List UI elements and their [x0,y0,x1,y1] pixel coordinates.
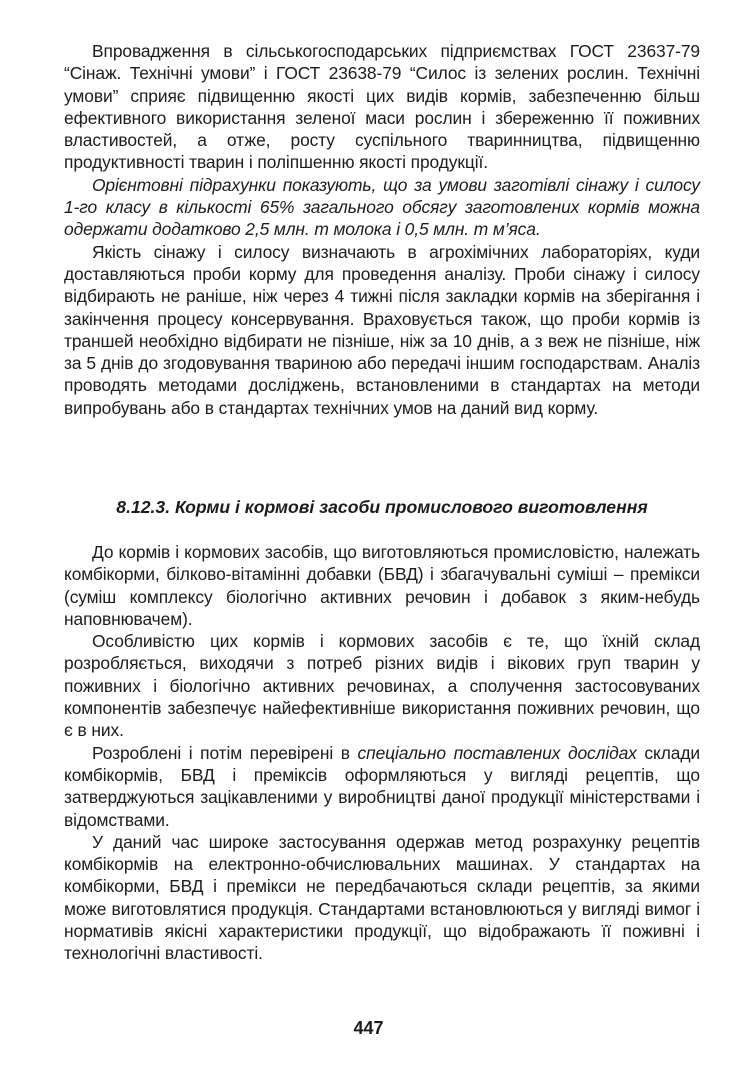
section-text-block [64,541,700,965]
section-heading: 8.12.3. Корми і кормові засоби промислового виготовлення [116,497,648,517]
paragraph: Особливістю цих кормів і кормових засобів є те, що їхній склад розробляється, виходячи з потреб різних видів і вікових груп тварин у поживних і біологічно активних речовинах, а сполучення застосовуваних компонентів забезпечує найефективніше використання поживних речовин, що є в них. [64,631,700,741]
paragraph: Впровадження в сільськогосподарських підприємствах ГОСТ 23637-79 “Сінаж. Технічні умови” і ГОСТ 23638-79 “Силос із зелених рослин. Технічні умови” сприяє підвищенню якості цих видів кормів, забезпеченню більш ефективного використання зеленої маси рослин і збереженню її поживних властивостей, а отже, росту суспільного тваринництва, підвищенню продуктивності тварин і поліпшенню якості продукції. [64,41,700,173]
paragraph: Якість сінажу і силосу визначають в агрохімічних лабораторіях, куди доставляються проби корму для проведення аналізу. Проби сінажу і силосу відбирають не раніше, ніж через 4 тижні після закладки кормів на зберігання і закінчення процесу консервування. Враховується також, що проби кормів із траншей необхідно відбирати не пізніше, ніж за 10 днів, а з веж не пізніше, ніж за 5 днів до згодовування твариною або передачі іншим господарствам. Аналіз проводять методами досліджень, встановленими в стандартах на методи випробувань або в стандартах технічних умов на даний вид корму. [64,241,700,418]
intro-text-block [64,40,700,419]
paragraph: До кормів і кормових засобів, що виготовляються промисловістю, належать комбікорми, білково-вітамінні добавки (БВД) і збагачувальні суміші – премікси (суміш комплексу біологічно активних речовин і добавок з яким-небудь наповнювачем). [64,542,700,629]
page-number: 447 [353,1018,384,1038]
paragraph: У даний час широке застосування одержав метод розрахунку рецептів комбікормів на електронно-обчислювальних машинах. У стандартах на комбікорми, БВД і премікси не передбачаються склади рецептів, за якими може виготовлятися продукція. Стандартами встановлюються у вигляді вимог і нормативів якісні характеристики продукції, що відображають її поживні і технологічні властивості. [64,831,700,964]
paragraph-italic: Орієнтовні підрахунки показують, що за умови заготівлі сінажу і силосу 1-го класу в кількості 65% загального обсягу заготовлених кормів можна одержати додатково 2,5 млн. т молока і 0,5 млн. т м’яса. [64,174,700,240]
paragraph: Розроблені і потім перевірені в спеціально поставлених дослідах склади комбікормів, БВД і преміксів оформляються у вигляді рецептів, що затверджуються зацікавленими у виробництві даної продукції міністерствами і відомствами. [64,742,700,830]
